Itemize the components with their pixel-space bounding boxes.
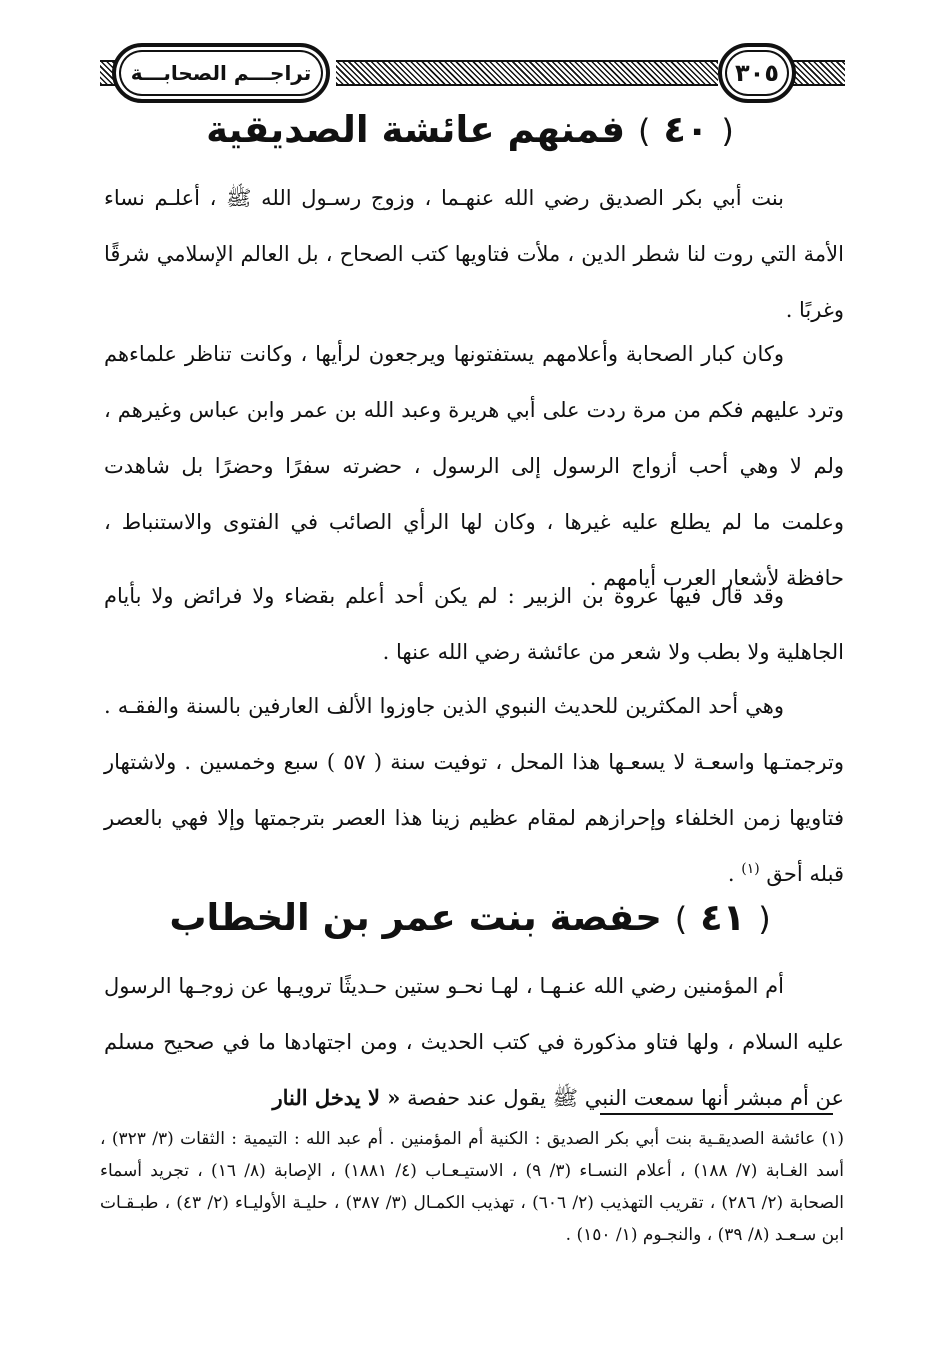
paragraph <box>104 958 844 1126</box>
section-title: حفصة بنت عمر بن الخطاب <box>169 896 662 939</box>
section-heading <box>120 105 820 156</box>
footnote-divider <box>600 1113 833 1115</box>
paragraph <box>104 170 844 338</box>
section-heading <box>120 893 820 944</box>
section-number: ٤٠ <box>663 108 709 151</box>
paragraph <box>104 326 844 606</box>
paragraph-text: وقد قال فيها عروة بن الزبير : لم يكن أحد أعلم بقضاء ولا فرائض ولا بأيام الجاهلية ولا بطب ولا شعر من عائشة رضي الله عنها . <box>104 584 844 664</box>
section-title: فمنهم عائشة الصديقية <box>206 108 626 151</box>
paragraph <box>104 568 844 680</box>
page-number: ٣٠٥ <box>735 59 779 87</box>
paragraph-end: . <box>727 862 735 886</box>
hadith-quote: « لا يدخل النار <box>272 1085 401 1110</box>
paragraph-text: بنت أبي بكر الصديق رضي الله عنهـما ، وزوج رسـول الله ﷺ ، أعلـم نساء الأمة التي روت لنا شطر الدين ، ملأت فتاويها كتب الصحاح ، بل العالم الإسلامي شرقًا وغربًا . <box>104 186 844 322</box>
section-number: ٤١ <box>700 896 746 939</box>
footnote: (١) عائشة الصديقـية بنت أبي بكر الصديق : الكنية أم المؤمنين . أم عبد الله : التيمية : الثقات (٣/ ٣٢٣) ، أسد الغـابة (٧/ ١٨٨) ، أعلام النسـاء (٣/ ٩) ، الاستيـعـاب (٤/ ١٨٨١) ، الإصابة (٨/ ١٦) ، تجريد أسماء الصحابة (٢/ ٢٨٦) ، تقريب التهذيب (٢/ ٦٠٦) ، تهذيب الكمـال (٣/ ٣٨٧) ، حليـة الأوليـاء (٢/ ٤٣) ، طبـقـات ابن سـعـد (٨/ ٣٩) ، والنجـوم (١/ ١٥٠) . <box>100 1129 844 1245</box>
paragraph <box>104 678 844 902</box>
heading-bracket: ) <box>637 112 651 150</box>
heading-bracket: ( <box>758 900 771 938</box>
heading-bracket: ) <box>674 900 688 938</box>
footnote-marker[interactable]: (١) <box>741 861 760 877</box>
running-title-frame <box>112 43 330 103</box>
paragraph-text: وهي أحد المكثرين للحديث النبوي الذين جاوزوا الألف العارفين بالسنة والفقـه . وترجمتـها واسعـة لا يسعـها هذا المحل ، توفيت سنة ( ٥٧ ) سبع وخمسين . ولاشتهار فتاويها زمن الخلفاء وإحرازهم لمقام عظيم زينا هذا العصر بترجمتها وإلا فهي بالعصر قبله أحق <box>104 694 844 886</box>
running-header <box>100 40 845 104</box>
header-ornament <box>336 60 718 86</box>
paragraph-text: أم المؤمنين رضي الله عنـهـا ، لهـا نحـو ستين حـديثًا ترويـها عن زوجـها الرسول عليه السلام ، ولها فتاو مذكورة في كتب الحديث ، ومن اجتهادها ما في صحيح مسلم عن أم مبشر أنها سمعت النبي ﷺ يقول عند حفصة <box>104 974 844 1110</box>
running-title: تراجـــم الصحابـــة <box>130 61 312 85</box>
paragraph-text: وكان كبار الصحابة وأعلامهم يستفتونها ويرجعون لرأيها ، وكانت تناظر علماءهم وترد عليهم فكم من مرة ردت على أبي هريرة وعبد الله بن عمر وابن عباس وغيرهم ، ولم لا وهي أحب أزواج الرسول إلى الرسول ، حضرته سفرًا وحضرًا بل شاهدت وعلمت ما لم يطلع عليه غيرها ، وكان لها الرأي الصائب في الفتوى والاستنباط ، حافظة لأشعار العرب أيامهم . <box>104 342 844 590</box>
page-number-frame <box>718 43 796 103</box>
heading-bracket: ( <box>721 112 734 150</box>
header-ornament <box>790 60 845 86</box>
